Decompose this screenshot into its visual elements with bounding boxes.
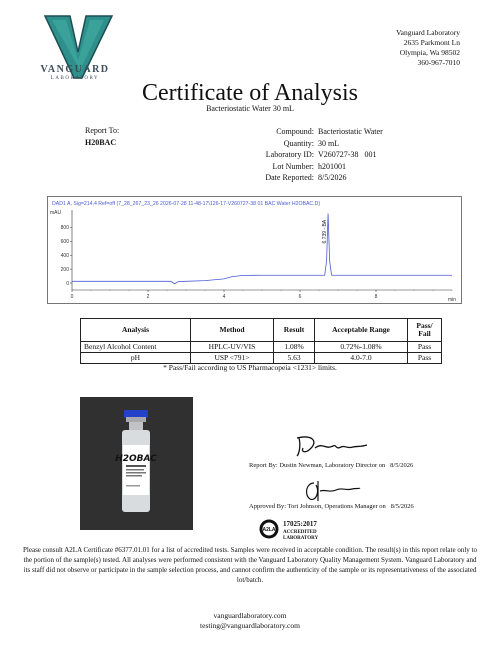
page-title: Certificate of Analysis	[142, 80, 358, 106]
results-footnote: * Pass/Fail according to US Pharmacopeia <1231> limits.	[163, 363, 337, 372]
accreditation-standard: 17025:2017	[283, 520, 317, 528]
table-row	[81, 353, 442, 364]
footer-website: vanguardlaboratory.com	[213, 611, 287, 620]
report-to-name: H20BAC	[85, 138, 117, 147]
y-tick-label: 200	[60, 266, 69, 273]
x-tick-label: 0	[70, 294, 74, 300]
chart-axes	[61, 210, 452, 300]
header-analysis: Analysis	[81, 319, 191, 342]
detail-label: Compound:	[276, 127, 314, 136]
cell-passfail: Pass	[408, 342, 442, 353]
a2la-mark: A2LA	[262, 527, 276, 534]
accreditation-line2: LABORATORY	[283, 535, 319, 541]
sample-details	[218, 126, 468, 184]
signature-tori-johnson	[296, 477, 362, 503]
series-line	[72, 213, 452, 283]
cell-result: 1.08%	[274, 342, 315, 353]
cell-method: HPLC-UV/VIS	[191, 342, 274, 353]
chart-title: DAD1 A, Sig=214,4 Ref=off (7_28_267_23_26 2026-07-28 11-48-17\126-17-V260727-38 01 BAC Water H2OBAC.D)	[52, 201, 321, 207]
reported-by: Report By: Dustin Newman, Laboratory Director on 8/5/2026	[249, 462, 414, 469]
cell-range: 0.72%-1.08%	[315, 342, 408, 353]
header-range: Acceptable Range	[315, 319, 408, 342]
cell-passfail: Pass	[408, 353, 442, 364]
y-tick-label: 400	[60, 253, 69, 260]
cell-range: 4.0-7.0	[315, 353, 408, 364]
approved-by: Approved By: Tori Johnson, Operations Manager on 8/5/2026	[249, 503, 414, 510]
detail-row	[218, 149, 468, 161]
detail-label: Quantity:	[283, 138, 314, 148]
header-result: Result	[274, 319, 315, 342]
y-tick-label: 800	[60, 225, 69, 232]
accreditation-label	[283, 530, 318, 541]
lab-name: Vanguard Laboratory	[396, 28, 460, 37]
detail-value: Bacteriostatic Water	[318, 127, 383, 136]
logo-subtitle: LABORATORY	[50, 76, 100, 81]
header-passfail: Pass/ Fail	[408, 319, 442, 342]
chart-marks	[72, 213, 452, 283]
detail-label: Date Reported:	[265, 173, 314, 182]
detail-value: V260727-38 001	[318, 150, 377, 159]
accreditation-line1: ACCREDITED	[283, 530, 317, 535]
footer-email: testing@vanguardlaboratory.com	[200, 621, 300, 630]
y-axis-label: mAU	[50, 210, 62, 216]
header-method: Method	[191, 319, 274, 342]
chromatogram-plot	[48, 197, 461, 303]
signature-dustin-newman	[293, 432, 373, 458]
a2la-logo	[258, 519, 280, 539]
table-row	[81, 342, 442, 353]
detail-value: 8/5/2026	[318, 173, 347, 182]
logo-wordmark: VANGUARD	[40, 64, 110, 75]
x-tick-label: 8	[374, 294, 378, 300]
table-header-row	[81, 319, 442, 342]
detail-value: h201001	[318, 161, 346, 171]
peak-label: 6.739 - BA	[322, 219, 329, 244]
accreditation-badge	[258, 518, 346, 540]
detail-row	[218, 138, 468, 150]
sample-photo	[80, 397, 193, 530]
report-to-label: Report To:	[85, 126, 120, 135]
cell-analysis: Benzyl Alcohol Content	[81, 342, 191, 353]
detail-row	[218, 161, 468, 173]
lab-address	[396, 28, 460, 68]
cell-method: USP <791>	[191, 353, 274, 364]
x-tick-label: 4	[222, 294, 226, 300]
detail-label: Lot Number:	[272, 161, 314, 171]
detail-row	[218, 172, 468, 184]
detail-row	[218, 126, 468, 138]
cell-analysis: pH	[81, 353, 191, 364]
cell-result: 5.63	[274, 353, 315, 364]
x-tick-label: 6	[298, 294, 302, 300]
lab-phone: 360-967-7010	[417, 58, 460, 67]
footer	[0, 611, 500, 631]
detail-value: 30 mL	[318, 138, 340, 148]
y-tick-label: 600	[60, 239, 69, 246]
disclaimer-text: Please consult A2LA Certificate #6377.01.01 for a list of accredited tests. Samples were received in acceptable condition. The result(s) in this report relate only to the portion of the sample(s) tested. All analyses were performed consistent with the Vanguard Laboratory Quality Management System. Vanguard Laboratory and its staff did not observe or participate in the sample selection process, and cannot confirm the authenticity of the sample or its representativeness of the associated lot/batch.	[23, 546, 477, 584]
page-subtitle: Bacteriostatic Water 30 mL	[206, 104, 294, 113]
lab-street: 2635 Parkmont Ln	[403, 38, 460, 47]
lab-city: Olympia, Wa 98502	[399, 48, 460, 57]
x-axis-label: min	[448, 297, 457, 303]
vial-label-brand: H2OBAC	[115, 454, 157, 464]
y-tick-label: 0	[66, 280, 69, 287]
results-table	[80, 318, 442, 364]
detail-label: Laboratory ID:	[265, 150, 314, 159]
x-tick-label: 2	[146, 294, 150, 300]
chromatogram	[47, 196, 462, 304]
